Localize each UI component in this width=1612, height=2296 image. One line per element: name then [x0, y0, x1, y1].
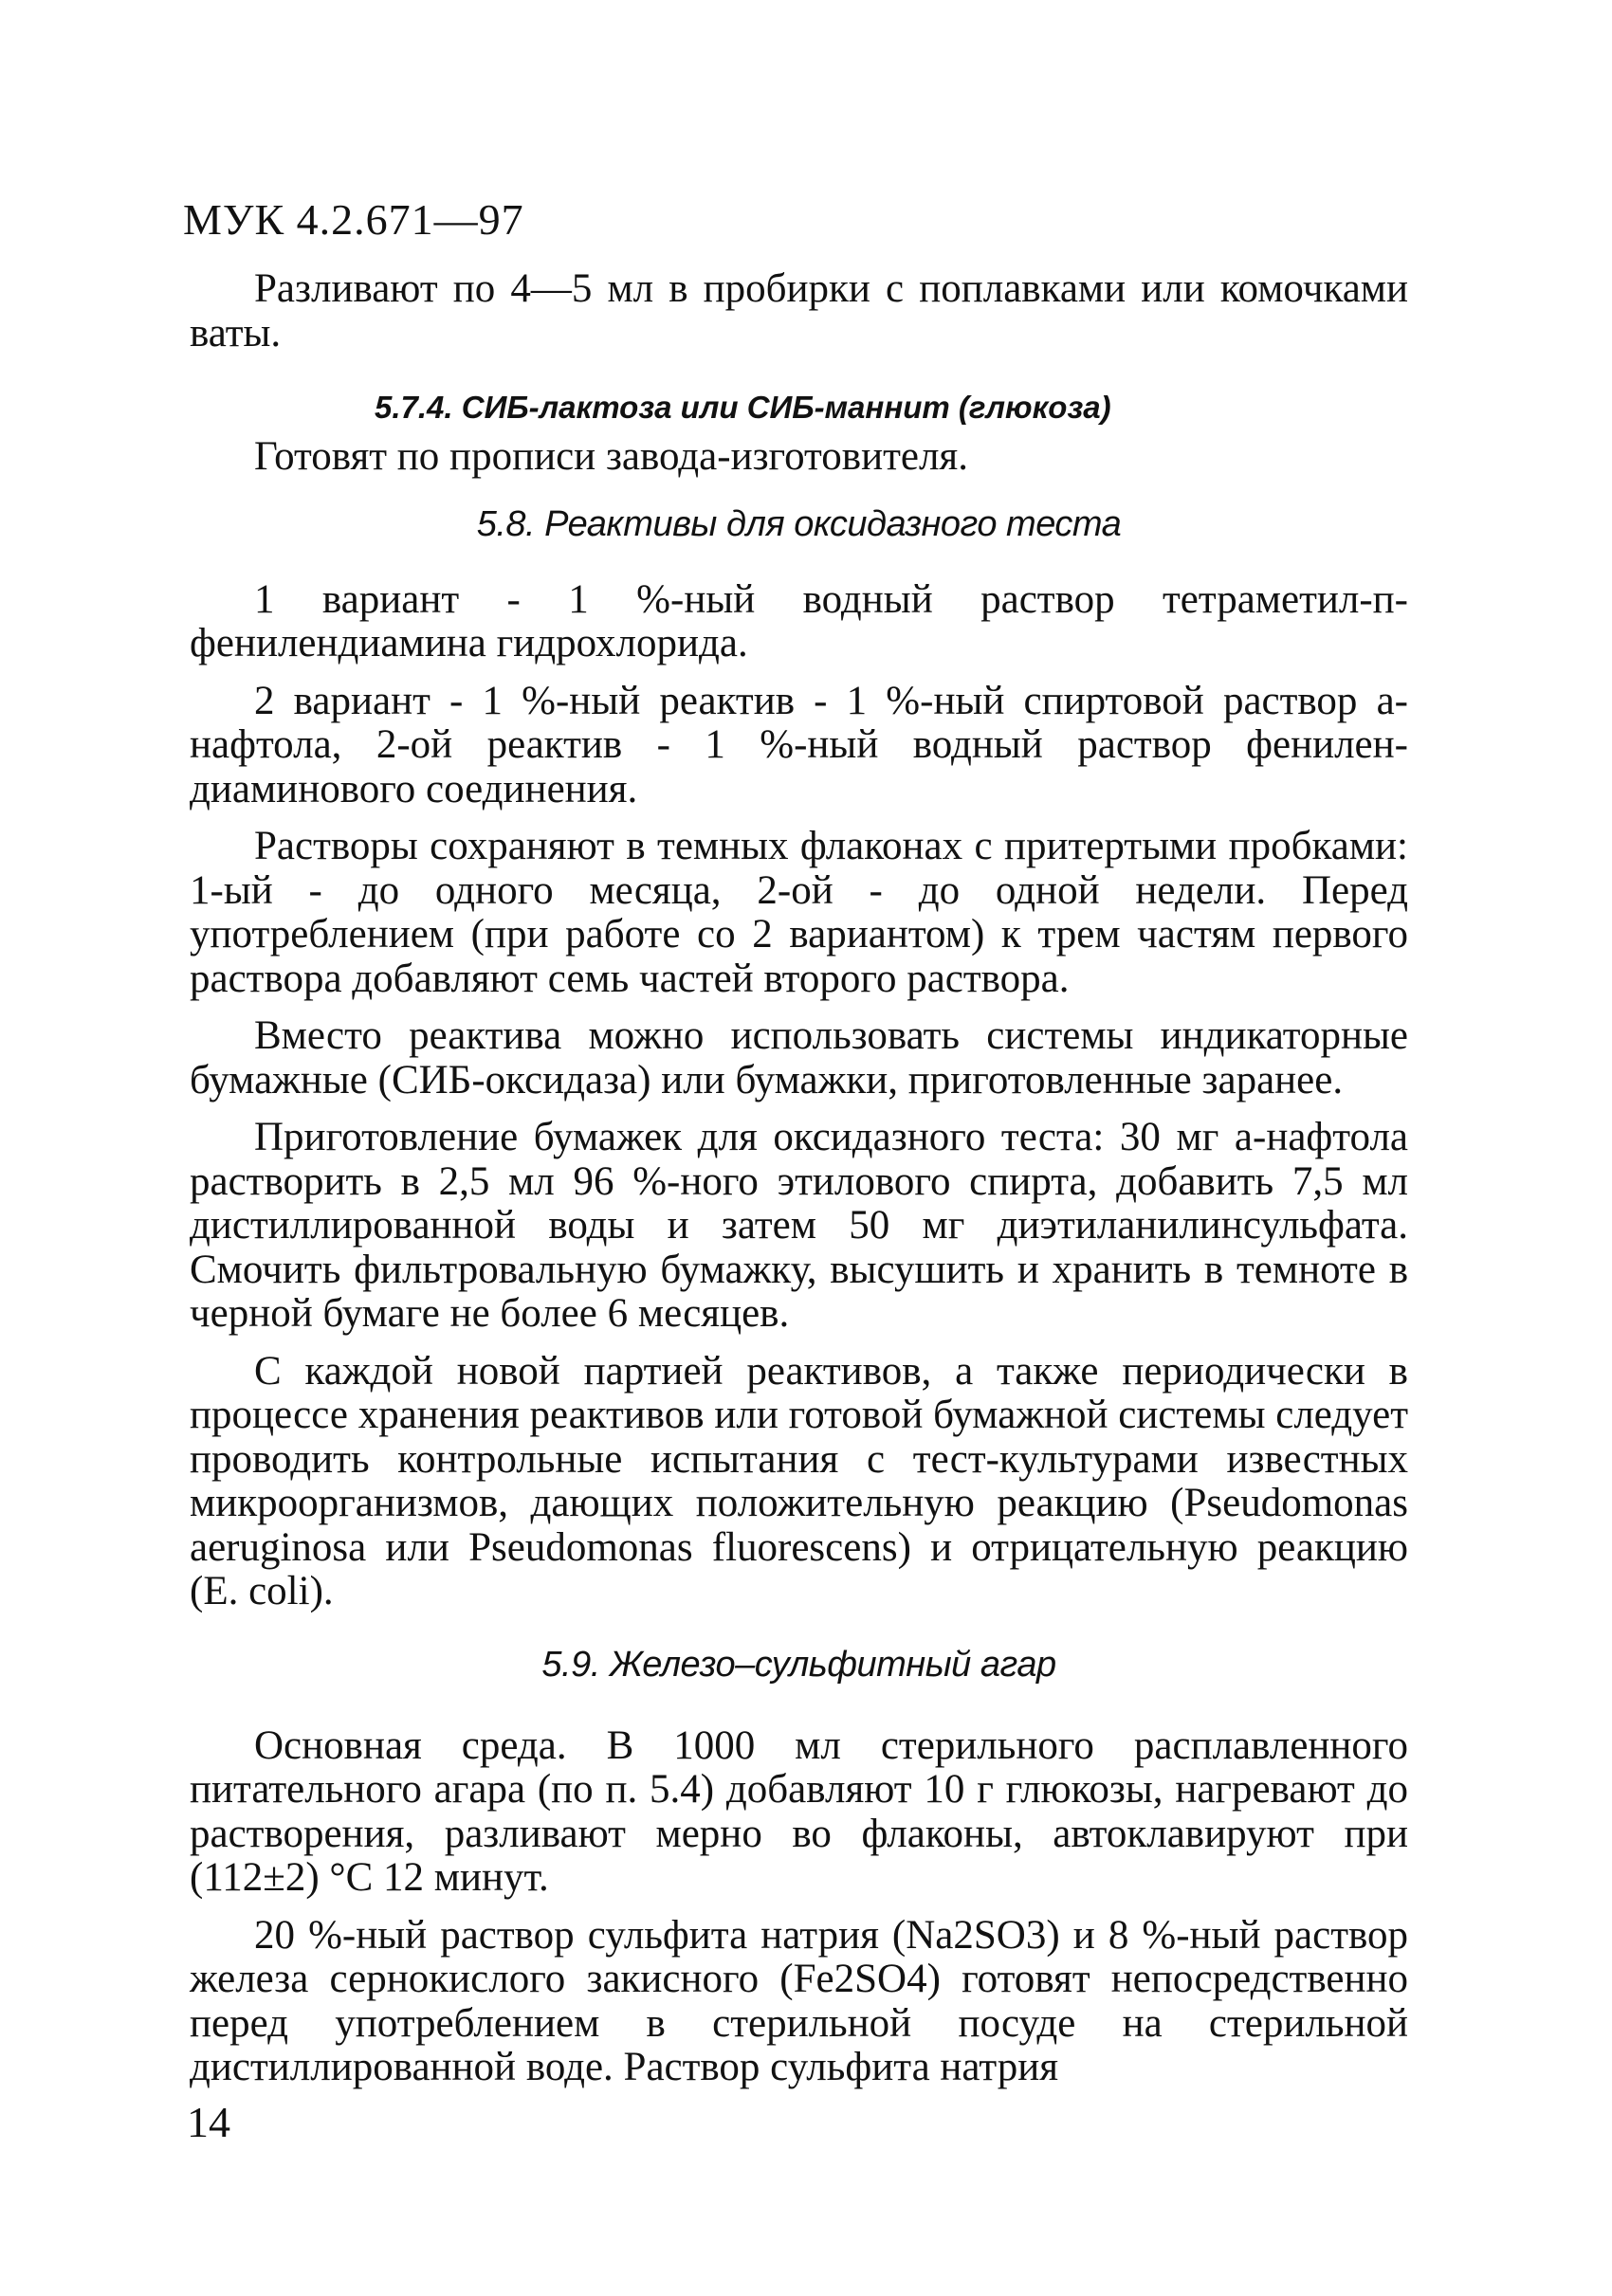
subsection-heading-5-7-4: 5.7.4. СИБ-лактоза или СИБ-маннит (глюкоза)	[375, 390, 1111, 425]
section-heading-5-9: 5.9. Железо–сульфитный агар	[541, 1644, 1056, 1685]
paragraph-storage: Растворы сохраняют в темных флаконах с притертыми пробками: 1-ый - до одного месяца, 2-ой - до одной недели. Перед употреблением (при работе со 2 вариантом) к трем частям первого раствора добавляют семь частей второго раствора.	[190, 824, 1408, 1001]
paragraph-indicator-papers: Вместо реактива можно использовать системы индикаторные бумажные (СИБ-оксидаза) или бумажки, приготовленные заранее.	[190, 1013, 1408, 1102]
paragraph-pour: Разливают по 4—5 мл в пробирки с поплавками или комочками ваты.	[190, 266, 1408, 355]
document-code: МУК 4.2.671—97	[183, 195, 524, 244]
paragraph-variant-1: 1 вариант - 1 %-ный водный раствор тетраметил-п-фенилендиамина гидрохлорида.	[190, 576, 1408, 665]
paragraph-paper-preparation: Приготовление бумажек для оксидазного теста: 30 мг а-нафтола растворить в 2,5 мл 96 %-ного этилового спирта, добавить 7,5 мл дистиллированной воды и затем 50 мг диэтиланилинсульфата. Смочить фильтровальную бумажку, высушить и хранить в темноте в черной бумаге не более 6 месяцев.	[190, 1115, 1408, 1336]
paragraph-variant-2: 2 вариант - 1 %-ный реактив - 1 %-ный спиртовой раствор а-нафтола, 2-ой реактив - 1 %-ный водный раствор фенилендиаминового соединения.	[190, 678, 1408, 811]
paragraph-preparation: Готовят по прописи завода-изготовителя.	[254, 434, 968, 479]
paragraph-sulfite-solution: 20 %-ный раствор сульфита натрия (Na2SO3) и 8 %-ный раствор железа сернокислого закисного (Fe2SO4) готовят непосредственно перед употреблением в стерильной посуде на стерильной дистиллированной воде. Раствор сульфита натрия	[190, 1912, 1408, 2089]
section-heading-5-8: 5.8. Реактивы для оксидазного теста	[476, 503, 1122, 544]
page-number: 14	[187, 2098, 230, 2146]
page-body	[190, 267, 1408, 2090]
paragraph-base-medium: Основная среда. В 1000 мл стерильного расплавленного питательного агара (по п. 5.4) добавляют 10 г глюкозы, нагревают до растворения, разливают мерно во флаконы, автоклавируют при (112±2) °С 12 минут.	[190, 1722, 1408, 1900]
paragraph-control-tests: С каждой новой партией реактивов, а также периодически в процессе хранения реактивов или готовой бумажной системы следует проводить контрольные испытания с тест-культурами известных микроорганизмов, дающих положительную реакцию (Pseudomonas aeruginosa или Pseudomonas fluorescens) и отрицательную реакцию (E. coli).	[190, 1348, 1408, 1613]
